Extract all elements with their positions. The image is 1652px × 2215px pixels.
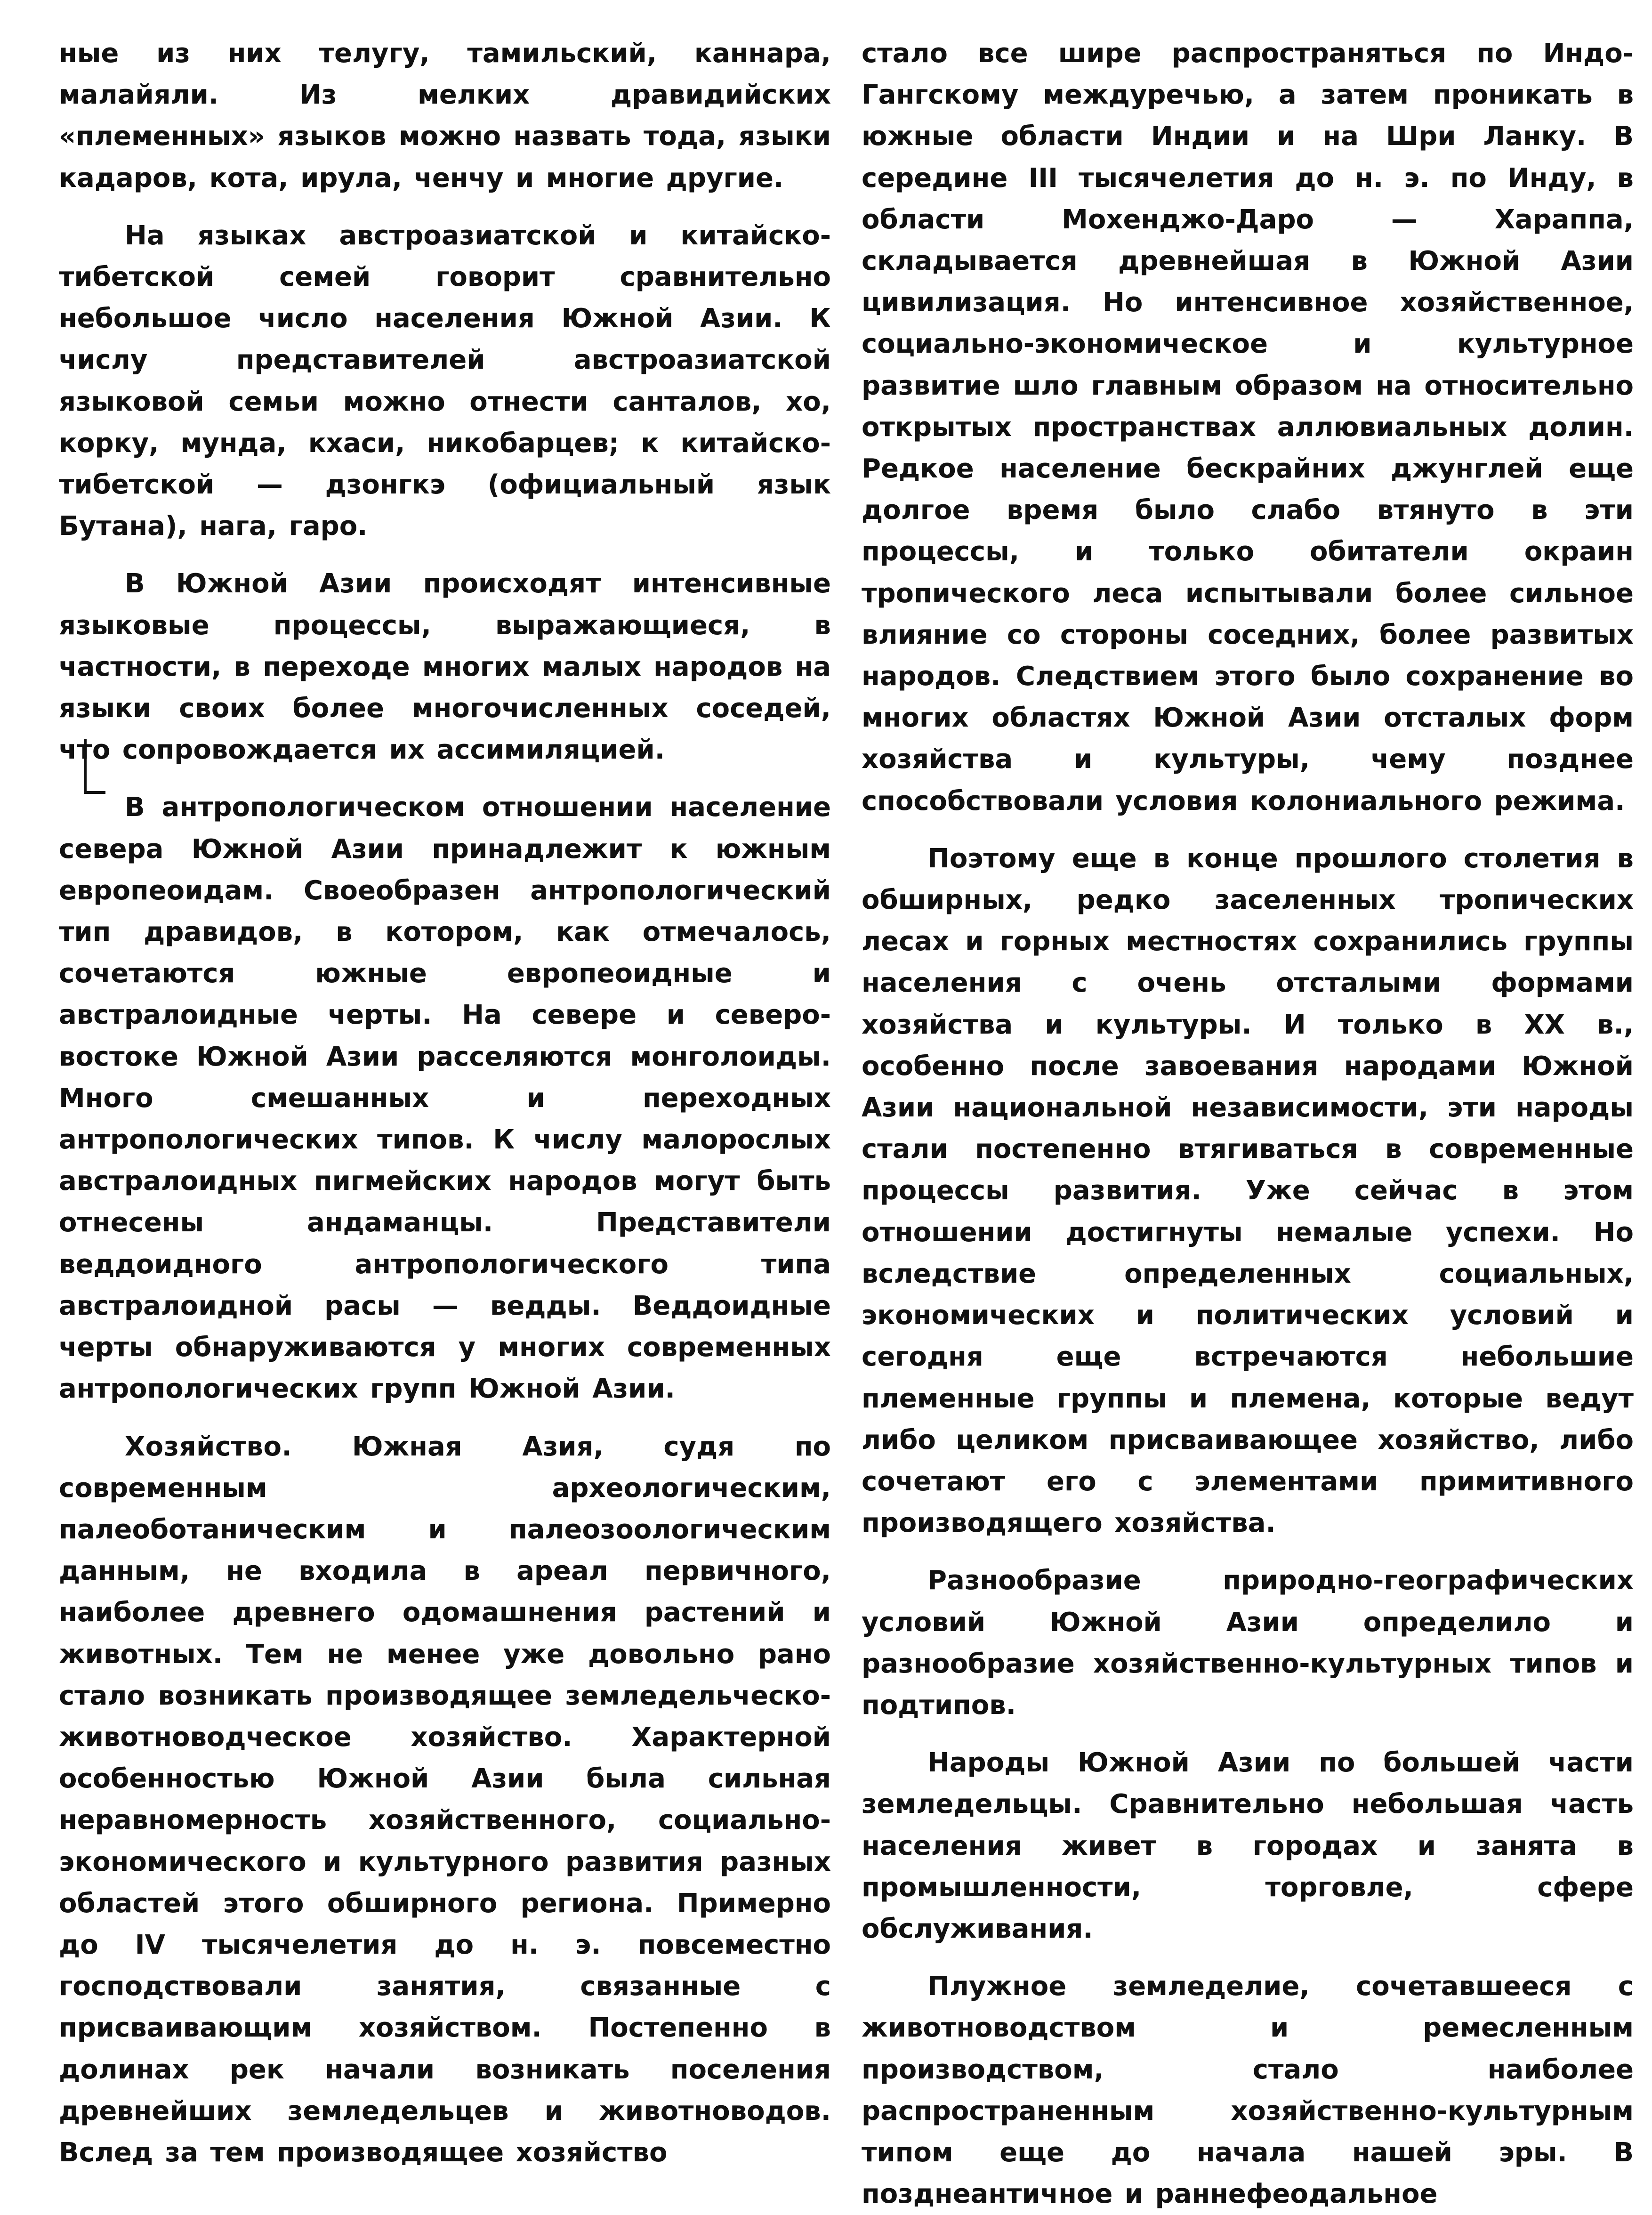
paragraph-farmers: Народы Южной Азии по большей части земледельцы. Сравнительно небольшая часть населения живет в городах и занята в промышленности, торговле, сфере обслуживания. [862,1747,1634,1944]
left-column [59,33,831,2174]
economy-heading: Хозяйство. [125,1431,292,1462]
paragraph-edit-mark [84,739,105,794]
paragraph-economy [59,1426,831,2174]
paragraph-language-processes: В Южной Азии происходят интенсивные языковые процессы, выражающиеся, в частности, в переходе многих малых народов на языки своих более многочисленных соседей, что сопровождается их ассимиляцией. [59,568,831,766]
paragraph-anthropology: В антропологическом отношении население севера Южной Азии принадлежит к южным европеоидам. Своеобразен антропологический тип дравидов, в котором, как отмечалось, сочетаются южные европеоидные и австралоидные черты. На севере и северо-востоке Южной Азии расселяются монголоиды. Много смешанных и переходных антропологических типов. К числу малорослых австралоидных пигмейских народов могут быть отнесены андаманцы. Представители веддоидного антропологического типа австралоидной расы — ведды. Веддоидные черты обнаруживаются у многих современных антропологических групп Южной Азии. [59,792,831,1405]
paragraph-diversity: Разнообразие природно-географических условий Южной Азии определило и разнообразие хозяйственно-культурных типов и подтипов. [862,1565,1634,1721]
paragraph-languages-continued: ные из них телугу, тамильский, каннара, малайяли. Из мелких дравидийских «племенных» языков можно назвать тода, языки кадаров, кота, ирула, ченчу и многие другие. [59,38,831,194]
economy-text: Южная Азия, судя по современным археологическим, палеоботаническим и палеозоологическим данным, не входила в ареал первичного, наиболее древнего одомашнения растений и животных. Тем не менее уже довольно рано стало возникать производящее земледельческо-животноводческое хозяйство. Характерной особенностью Южной Азии была сильная неравномерность хозяйственного, социально-экономического и культурного развития разных областей этого обширного региона. Примерно до IV тысячелетия до н. э. повсеместно господствовали занятия, связанные с присваивающим хозяйством. Постепенно в долинах рек начали возникать поселения древнейших земледельцев и животноводов. Вслед за тем производящее хозяйство [59,1431,831,2168]
paragraph-plough-agriculture: Плужное земледелие, сочетавшееся с животноводством и ремесленным производством, стало наиболее распространенным хозяйственно-культурным типом еще до начала нашей эры. В позднеантичное и раннефеодальное [862,1971,1634,2210]
paragraph-economy-continued: стало все шире распространяться по Индо-Гангскому междуречью, а затем проникать в южные области Индии и на Шри Ланку. В середине III тысячелетия до н. э. по Инду, в области Мохенджо-Даро — Хараппа, складывается древнейшая в Южной Азии цивилизация. Но интенсивное хозяйственное, социально-экономическое и культурное развитие шло главным образом на относительно открытых пространствах аллювиальных долин. Редкое население бескрайних джунглей еще долгое время было слабо втянуто в эти процессы, и только обитатели окраин тропического леса испытывали более сильное влияние со стороны соседних, более развитых народов. Следствием этого было сохранение во многих областях Южной Азии отсталых форм хозяйства и культуры, чему позднее способствовали условия колониального режима. [862,38,1634,816]
right-column [862,33,1634,2215]
paragraph-austroasiatic: На языках австроазиатской и китайско-тибетской семей говорит сравнительно небольшое число населения Южной Азии. К числу представителей австроазиатской языковой семьи можно отнести санталов, хо, корку, мунда, кхаси, никобарцев; к китайско-тибетской — дзонгкэ (официальный язык Бутана), нага, гаро. [59,220,831,542]
paragraph-tribal-groups: Поэтому еще в конце прошлого столетия в обширных, редко заселенных тропических лесах и горных местностях сохранились группы населения с очень отсталыми формами хозяйства и культуры. И только в XX в., особенно после завоевания народами Южной Азии национальной независимости, эти народы стали постепенно втягиваться в современные процессы развития. Уже сейчас в этом отношении достигнуты немалые успехи. Но вследствие определенных социальных, экономических и политических условий и сегодня еще встречаются небольшие племенные группы и племена, которые ведут либо целиком присваивающее хозяйство, либо сочетают его с элементами примитивного производящего хозяйства. [862,843,1634,1539]
